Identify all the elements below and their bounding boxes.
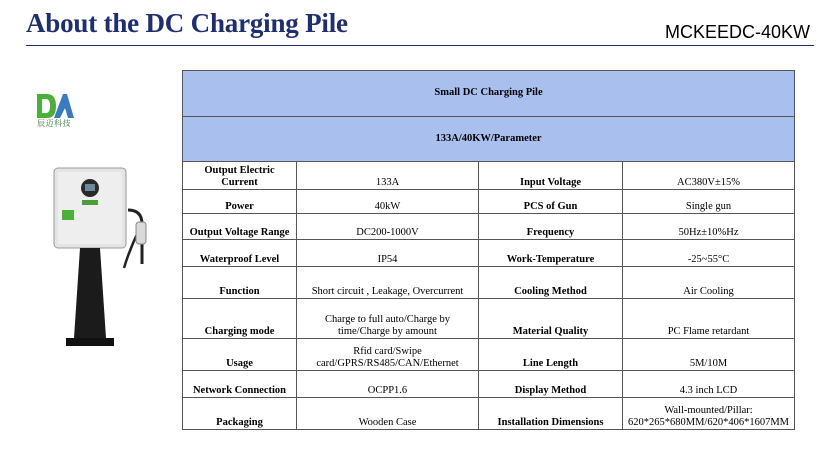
spec-value: Wall-mounted/Pillar: 620*265*680MM/620*406*1607MM [623, 398, 795, 430]
spec-value: Short circuit , Leakage, Overcurrent [297, 267, 479, 299]
spec-value: 133A [297, 162, 479, 190]
spec-label: Charging mode [183, 299, 297, 339]
spec-label: Input Voltage [479, 162, 623, 190]
spec-value: Air Cooling [623, 267, 795, 299]
table-banner-row [183, 117, 795, 162]
spec-value: PC Flame retardant [623, 299, 795, 339]
table-row [183, 267, 795, 299]
table-row [183, 339, 795, 371]
spec-value: IP54 [297, 240, 479, 267]
spec-value: 4.3 inch LCD [623, 371, 795, 398]
spec-value: Rfid card/Swipe card/GPRS/RS485/CAN/Ethernet [297, 339, 479, 371]
table-banner-row [183, 71, 795, 117]
spec-label: PCS of Gun [479, 190, 623, 214]
table-row [183, 240, 795, 267]
spec-table [182, 70, 795, 430]
table-row [183, 299, 795, 339]
spec-value: 50Hz±10%Hz [623, 214, 795, 240]
title-divider [26, 45, 814, 46]
table-title: Small DC Charging Pile [183, 71, 795, 117]
spec-label: Output Electric Current [183, 162, 297, 190]
spec-value: Single gun [623, 190, 795, 214]
spec-label: Material Quality [479, 299, 623, 339]
spec-label: Waterproof Level [183, 240, 297, 267]
spec-label: Line Length [479, 339, 623, 371]
spec-value: Wooden Case [297, 398, 479, 430]
spec-value: 40kW [297, 190, 479, 214]
table-row [183, 190, 795, 214]
spec-label: Output Voltage Range [183, 214, 297, 240]
table-row [183, 162, 795, 190]
spec-value: Charge to full auto/Charge by time/Charge by amount [297, 299, 479, 339]
spec-label: Network Connection [183, 371, 297, 398]
spec-value: DC200-1000V [297, 214, 479, 240]
table-row [183, 398, 795, 430]
spec-label: Packaging [183, 398, 297, 430]
spec-value: OCPP1.6 [297, 371, 479, 398]
spec-label: Display Method [479, 371, 623, 398]
page-title: About the DC Charging Pile [26, 8, 348, 38]
spec-value: AC380V±15% [623, 162, 795, 190]
spec-label: Cooling Method [479, 267, 623, 299]
spec-label: Power [183, 190, 297, 214]
spec-label: Usage [183, 339, 297, 371]
spec-value: 5M/10M [623, 339, 795, 371]
spec-label: Work-Temperature [479, 240, 623, 267]
table-row [183, 214, 795, 240]
company-logo-text: 辰迈科技 [37, 119, 71, 128]
spec-label: Installation Dimensions [479, 398, 623, 430]
spec-label: Frequency [479, 214, 623, 240]
table-row [183, 371, 795, 398]
spec-label: Function [183, 267, 297, 299]
table-subtitle: 133A/40KW/Parameter [183, 117, 795, 162]
model-code: MCKEEDC-40KW [664, 22, 810, 42]
charging-pile-image [40, 160, 160, 360]
spec-value: -25~55°C [623, 240, 795, 267]
